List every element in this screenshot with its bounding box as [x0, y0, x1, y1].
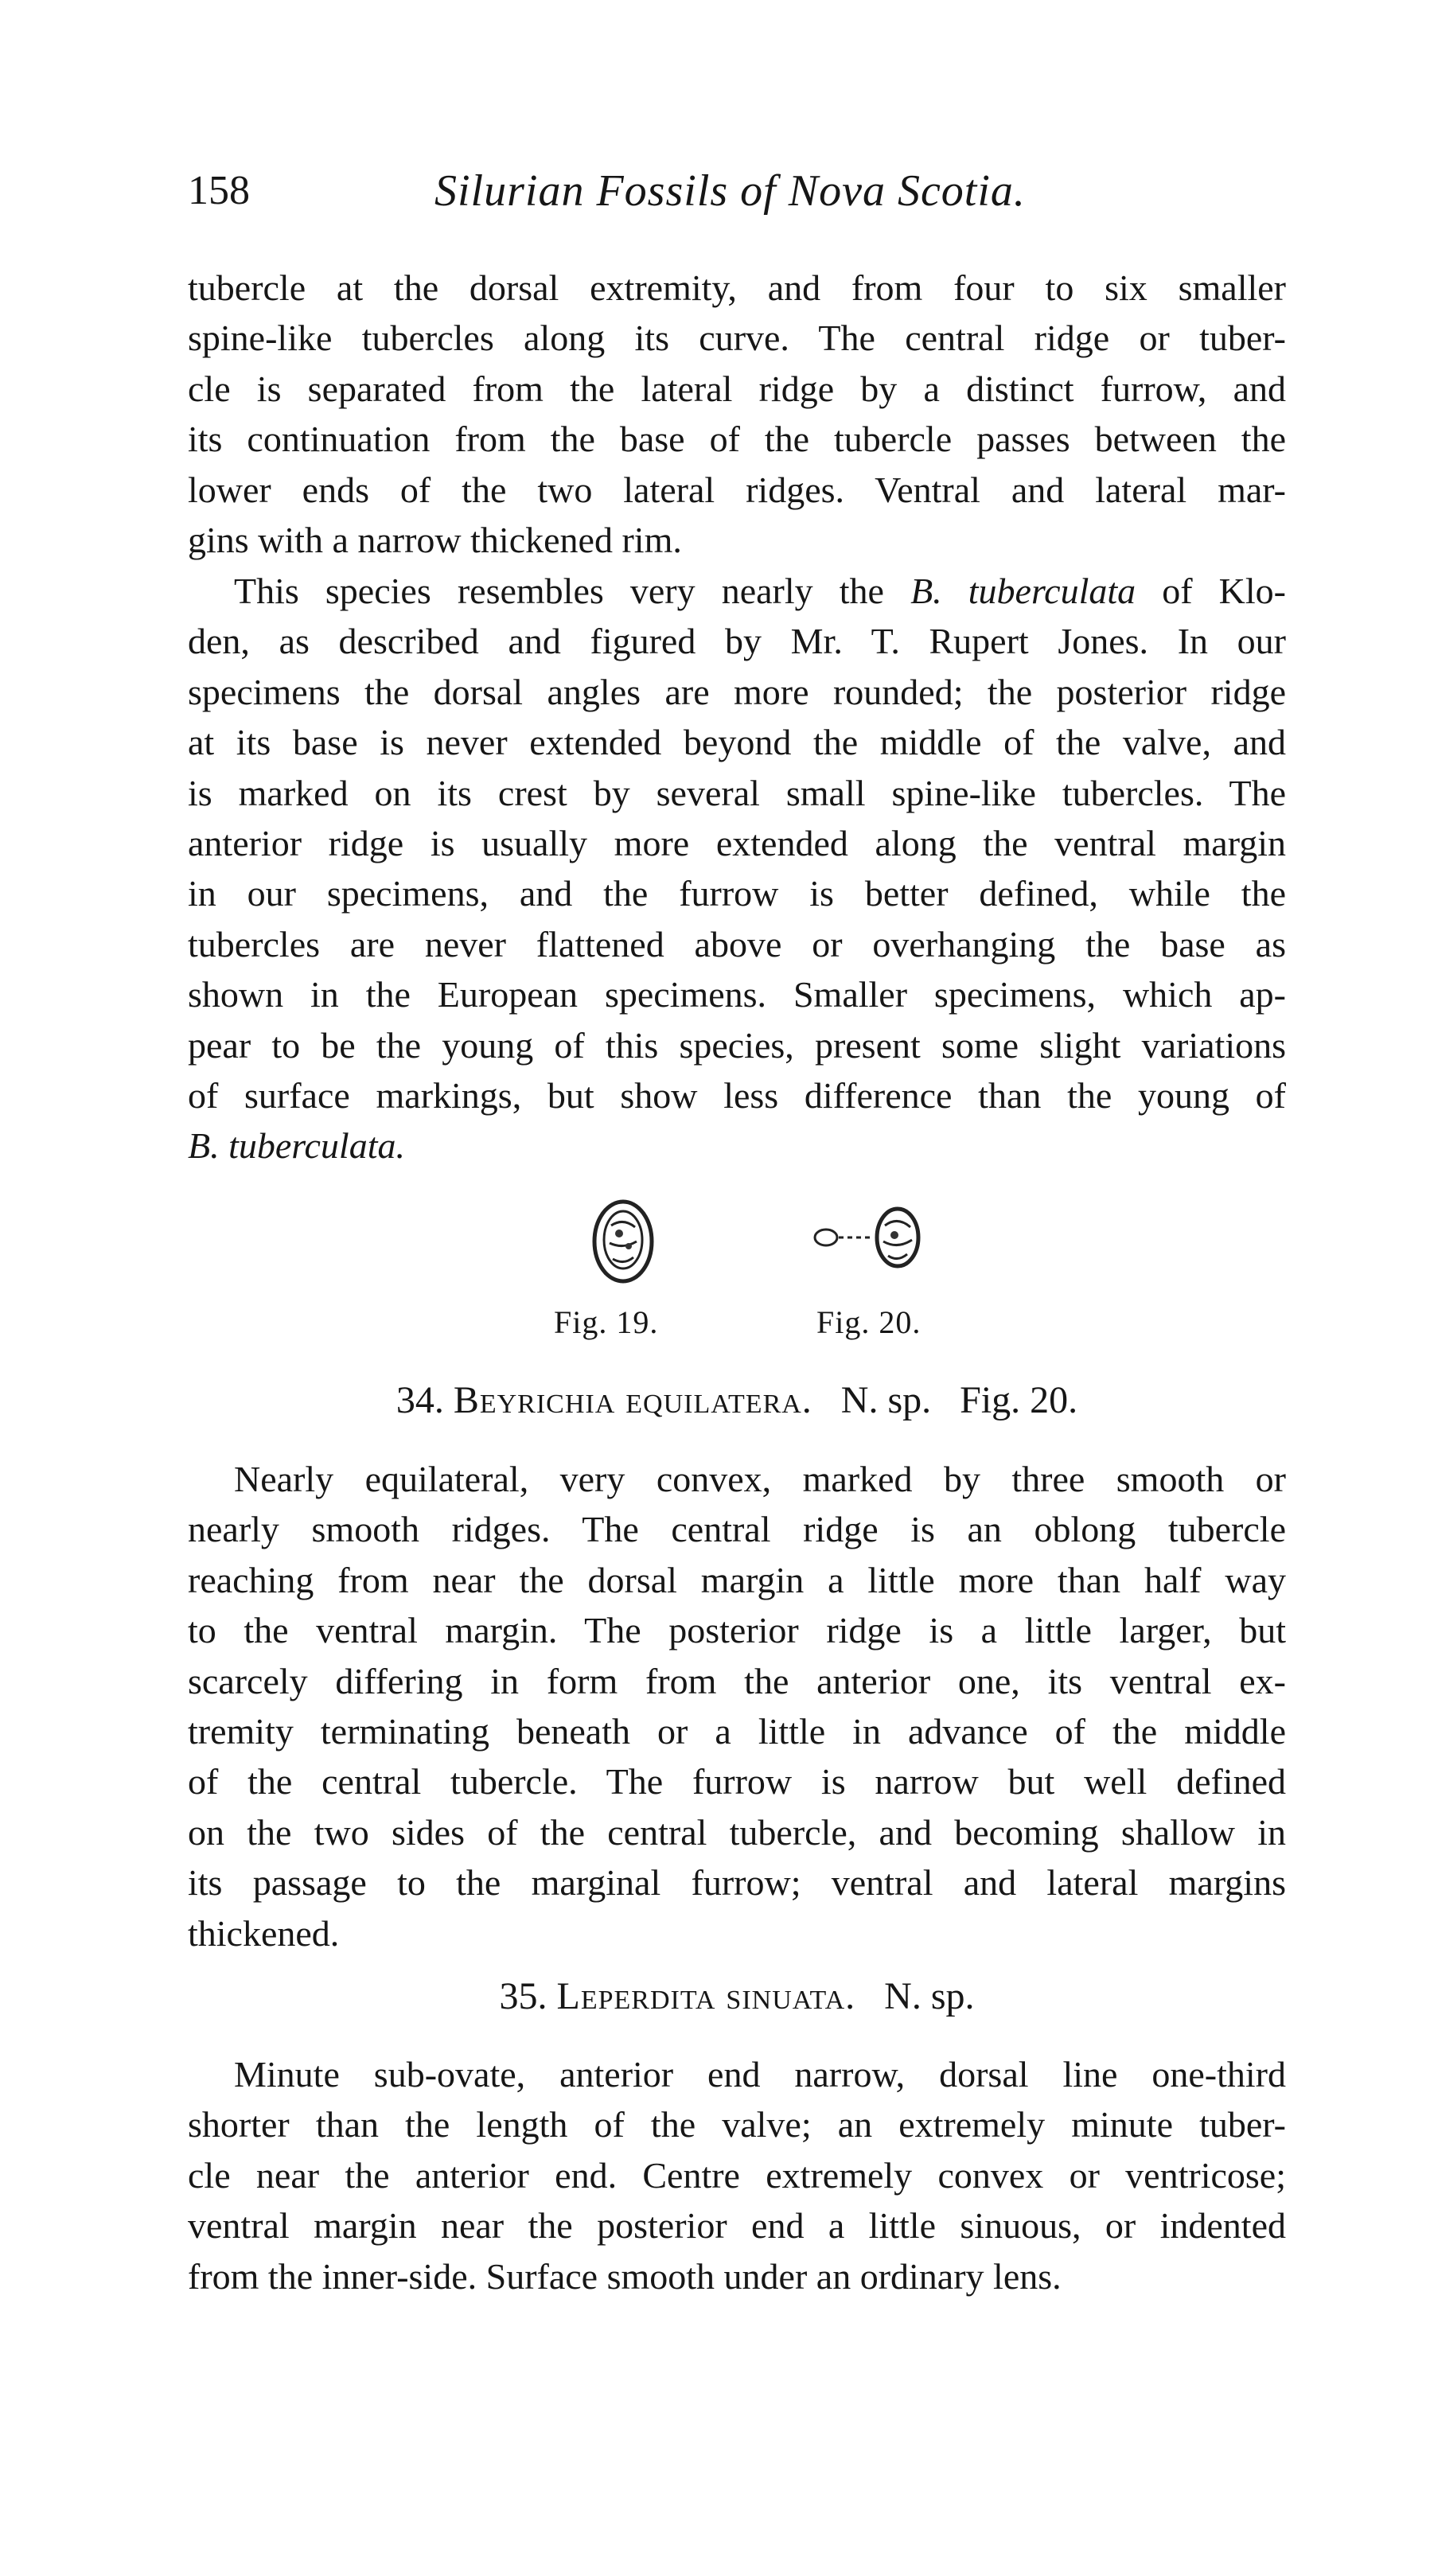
ostracod-valve-icon	[587, 1194, 659, 1289]
page-number: 158	[188, 168, 250, 213]
text-line: anterior ridge is usually more extended along the ventral margin	[188, 823, 1286, 864]
text-line: thickened.	[188, 1912, 340, 1954]
species-title: Leperdita sinuata.	[556, 1975, 856, 2017]
text-line: shown in the European specimens. Smaller specimens, which ap-	[188, 974, 1286, 1015]
ostracod-valve-small-icon	[810, 1202, 922, 1273]
text-line: specimens the dorsal angles are more rounded; the posterior ridge	[188, 671, 1286, 712]
text-line: on the two sides of the central tubercle, and becoming shallow in	[188, 1811, 1286, 1853]
text-line: in our specimens, and the furrow is better defined, while the	[188, 873, 1286, 914]
running-title: Silurian Fossils of Nova Scotia.	[434, 166, 1026, 216]
figure-19-caption: Fig. 19.	[554, 1304, 659, 1340]
species-name-italic: B. tuberculata	[910, 571, 1136, 611]
paragraph-description-35	[188, 2049, 1286, 2301]
text-line	[188, 566, 1286, 616]
text-line: gins with a narrow thickened rim.	[188, 520, 682, 561]
text-line: shorter than the length of the valve; an extremely minute tuber-	[188, 2104, 1286, 2145]
text-line: spine-like tubercles along its curve. The central ridge or tuber-	[188, 318, 1286, 359]
new-species-mark: N. sp.	[840, 1379, 932, 1421]
page-header	[188, 163, 1286, 235]
text-line	[188, 1120, 1286, 1171]
figure-reference: Fig. 20.	[960, 1379, 1078, 1421]
paragraph-continuation	[188, 263, 1286, 565]
text-line: Nearly equilateral, very convex, marked by three smooth or	[234, 1459, 1286, 1499]
text-line: to the ventral margin. The posterior ridge is a little larger, but	[188, 1610, 1286, 1651]
text-line: scarcely differing in form from the anterior one, its ventral ex-	[188, 1660, 1286, 1701]
new-species-mark: N. sp.	[884, 1975, 975, 2017]
text-line: of surface markings, but show less difference than the young of	[188, 1075, 1286, 1117]
figure-20-caption: Fig. 20.	[816, 1304, 922, 1340]
text-line: nearly smooth ridges. The central ridge is an oblong tubercle	[188, 1509, 1286, 1550]
text-line: its continuation from the base of the tubercle passes between the	[188, 419, 1286, 460]
text-line: is marked on its crest by several small spine-like tubercles. The	[188, 772, 1286, 813]
text-line: Minute sub-ovate, anterior end narrow, dorsal line one-third	[234, 2054, 1286, 2095]
species-number: 34.	[395, 1379, 444, 1421]
text-line: at its base is never extended beyond the middle of the valve, and	[188, 722, 1286, 763]
paragraph-comparison	[188, 566, 1286, 1171]
text-line: reaching from near the dorsal margin a little more than half way	[188, 1559, 1286, 1600]
text-line: cle is separated from the lateral ridge by a distinct furrow, and	[188, 368, 1286, 409]
species-title: Beyrichia equilatera.	[453, 1379, 812, 1421]
text-line: tubercle at the dorsal extremity, and from four to six smaller	[188, 267, 1286, 308]
text-line: its passage to the marginal furrow; ventral and lateral margins	[188, 1862, 1286, 1904]
text-line: pear to be the young of this species, present some slight variations	[188, 1024, 1286, 1066]
text-line: den, as described and figured by Mr. T. Rupert Jones. In our	[188, 621, 1286, 662]
text-line: tubercles are never flattened above or overhanging the base as	[188, 923, 1286, 965]
text-segment: This species resembles very nearly the	[234, 571, 911, 611]
species-heading-35	[188, 1971, 1286, 2022]
text-line: lower ends of the two lateral ridges. Ventral and lateral mar-	[188, 469, 1286, 510]
text-line: ventral margin near the posterior end a little sinuous, or indented	[188, 2205, 1286, 2247]
text-line: tremity terminating beneath or a little in advance of the middle	[188, 1711, 1286, 1752]
figure-20-illustration	[810, 1202, 922, 1273]
paragraph-description-34	[188, 1454, 1286, 1958]
text-line: of the central tubercle. The furrow is narrow but well defined	[188, 1761, 1286, 1802]
text-line: cle near the anterior end. Centre extremely convex or ventricose;	[188, 2154, 1286, 2196]
text-line: from the inner-side. Surface smooth under an ordinary lens.	[188, 2255, 1062, 2297]
species-name-italic: B. tuberculata.	[188, 1125, 405, 1167]
text-segment: of Klo-	[1136, 571, 1286, 611]
figure-19-illustration	[587, 1194, 659, 1289]
species-heading-34	[188, 1375, 1286, 1426]
species-number: 35.	[499, 1975, 547, 2017]
